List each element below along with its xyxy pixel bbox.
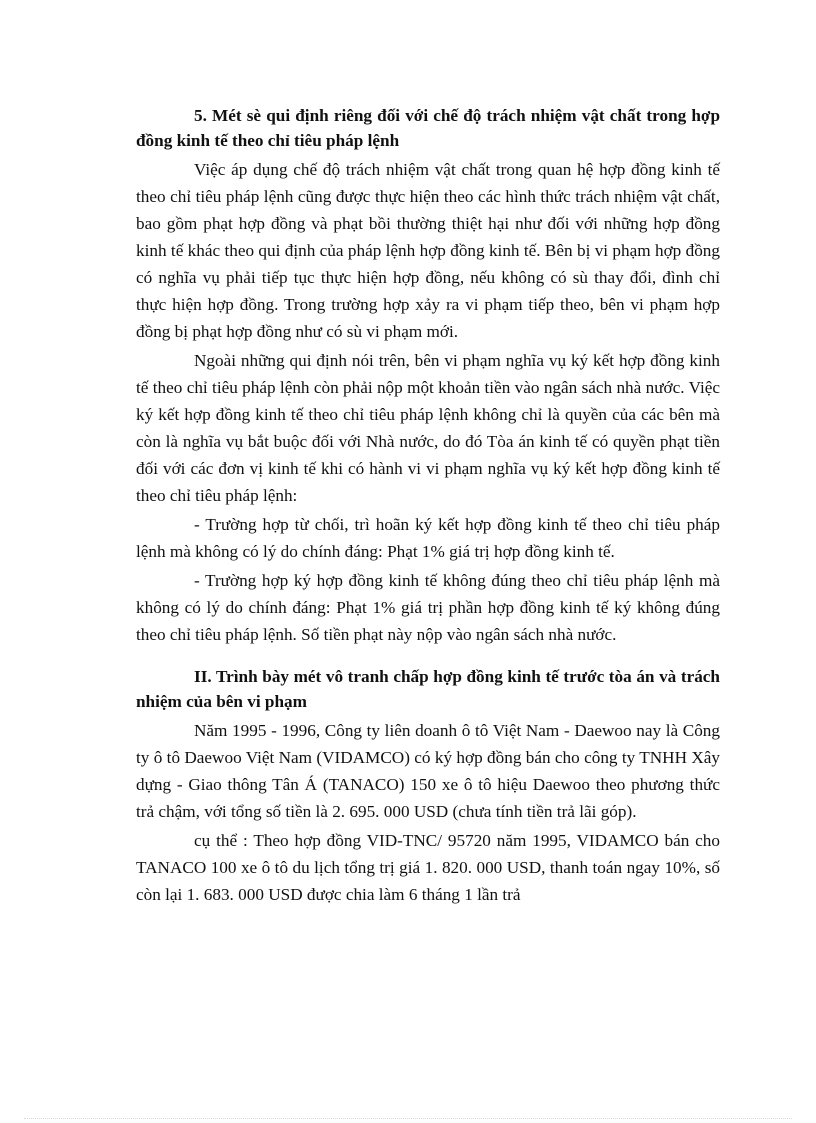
section-ii-heading: II. Trình bày mét vô tranh chấp hợp đồng kinh tế trước tòa án và trách nhiệm của bên vi phạm: [136, 667, 720, 711]
paragraph: Ngoài những qui định nói trên, bên vi phạm nghĩa vụ ký kết hợp đồng kinh tế theo chỉ tiêu pháp lệnh còn phải nộp một khoản tiền vào ngân sách nhà nước. Việc ký kết hợp đồng kinh tế theo chỉ tiêu pháp lệnh không chỉ là quyền của các bên mà còn là nghĩa vụ bắt buộc đối với Nhà nước, do đó Tòa án kinh tế có quyền phạt tiền đối với các đơn vị kinh tế khi có hành vi vi phạm nghĩa vụ ký kết hợp đồng kinh tế theo chỉ tiêu pháp lệnh:: [136, 351, 720, 505]
paragraph: cụ thể : Theo hợp đồng VID-TNC/ 95720 năm 1995, VIDAMCO bán cho TANACO 100 xe ô tô du lịch tổng trị giá 1. 820. 000 USD, thanh toán ngay 10%, số còn lại 1. 683. 000 USD được chia làm 6 tháng 1 lần trả: [136, 831, 720, 904]
section-5-heading: 5. Mét sè qui định riêng đối với chế độ trách nhiệm vật chất trong hợp đồng kinh tế theo chỉ tiêu pháp lệnh: [136, 106, 720, 150]
list-item: - Trường hợp ký hợp đồng kinh tế không đúng theo chỉ tiêu pháp lệnh mà không có lý do chính đáng: Phạt 1% giá trị phần hợp đồng kinh tế ký không đúng theo chỉ tiêu pháp lệnh. Số tiền phạt này nộp vào ngân sách nhà nước.: [136, 571, 720, 644]
paragraph: Việc áp dụng chế độ trách nhiệm vật chất trong quan hệ hợp đồng kinh tế theo chỉ tiêu pháp lệnh cũng được thực hiện theo các hình thức trách nhiệm vật chất, bao gồm phạt hợp đồng và phạt bồi thường thiệt hại như đối với những hợp đồng kinh tế khác theo qui định của pháp lệnh hợp đồng kinh tế. Bên bị vi phạm hợp đồng có nghĩa vụ phải tiếp tục thực hiện hợp đồng, nếu không có sù thay đổi, đình chỉ thực hiện hợp đồng. Trong trường hợp xảy ra vi phạm tiếp theo, bên vi phạm hợp đồng bị phạt hợp đồng như có sù vi phạm mới.: [136, 160, 720, 341]
list-item: - Trường hợp từ chối, trì hoãn ký kết hợp đồng kinh tế theo chỉ tiêu pháp lệnh mà không có lý do chính đáng: Phạt 1% giá trị hợp đồng kinh tế.: [136, 515, 720, 561]
page-bottom-divider: [24, 1118, 792, 1119]
document-body: [136, 103, 720, 910]
paragraph: Năm 1995 - 1996, Công ty liên doanh ô tô Việt Nam - Daewoo nay là Công ty ô tô Daewoo Việt Nam (VIDAMCO) có ký hợp đồng bán cho công ty TNHH Xây dựng - Giao thông Tân Á (TANACO) 150 xe ô tô hiệu Daewoo theo phương thức trả chậm, với tổng số tiền là 2. 695. 000 USD (chưa tính tiền trả lãi góp).: [136, 721, 720, 821]
